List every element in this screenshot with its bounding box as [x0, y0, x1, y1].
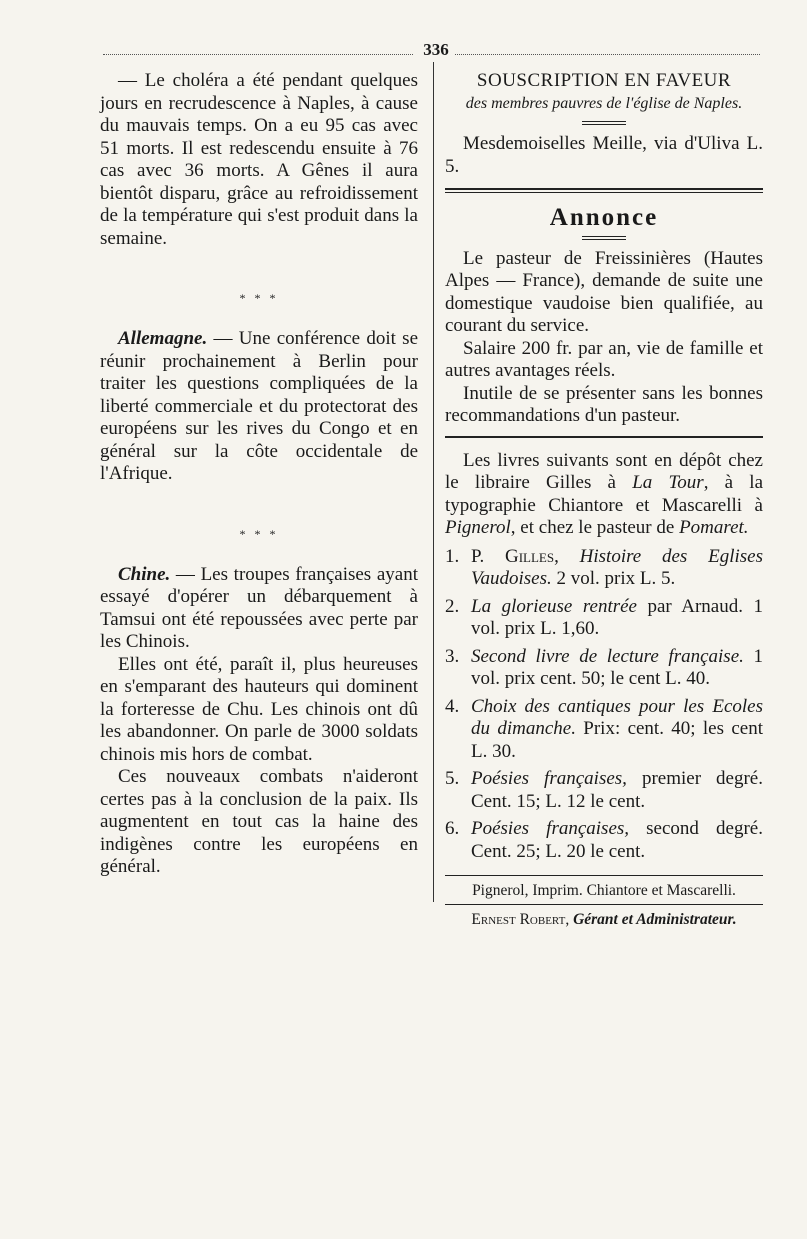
manager-signature — [445, 909, 763, 931]
book-price: premier degré. Cent. 15; L. 12 le cent. — [471, 768, 763, 812]
china-text: — Les troupes françaises ayant essayé d'opérer un débarquement à Tamsui ont été repoussées avec perte par les Chinois. — [100, 563, 418, 652]
china-paragraph — [100, 564, 418, 654]
annonce-paragraph-3: Inutile de se présenter sans les bonnes recommandations d'un pasteur. — [445, 382, 763, 426]
footer-rule — [445, 875, 763, 876]
right-column — [445, 70, 763, 931]
book-number: 6. — [445, 818, 460, 839]
books-intro-text: , à la typographie Chiantore et Mascarelli à — [445, 472, 763, 516]
books-intro-text: Les livres suivants sont en dépôt chez le libraire Gilles à — [445, 449, 763, 493]
germany-text: — Une conférence doit se réunir prochainement à Berlin pour traiter les questions compliquées de la liberté commerciale et du protectorat des européens sur les rives du Congo et en général sur la côte occidentale de l'Afrique. — [100, 328, 418, 484]
book-list-item — [445, 546, 763, 591]
books-intro-pomaret: Pomaret. — [679, 517, 749, 538]
book-number: 5. — [445, 768, 460, 789]
china-paragraph-3: Ces nouveaux combats n'aideront certes pas à la conclusion de la paix. Ils augmentent en tout cas la haine des indigènes contre les européens en général. — [100, 766, 418, 877]
subscription-subtitle: des membres pauvres de l'église de Naples. — [465, 94, 743, 112]
germany-paragraph — [100, 328, 418, 486]
manager-role: Gérant et Administrateur. — [569, 911, 737, 928]
header-rule-right — [455, 54, 760, 55]
china-paragraph-2: Elles ont été, paraît il, plus heureuses en s'emparant des hauteurs qui dominent la forteresse de Chu. Les chinois ont dû les abandonner. On parle de 3000 soldats chinois mis hors de combat. — [100, 653, 418, 765]
book-list-item — [445, 596, 763, 641]
china-heading: Chine. — [118, 563, 171, 585]
book-list — [445, 546, 763, 864]
book-list-item — [445, 768, 763, 813]
subscription-entry: Mesdemoiselles Meille, via d'Uliva L. 5. — [445, 133, 763, 177]
annonce-paragraph-2: Salaire 200 fr. par an, vie de famille et autres avantages réels. — [445, 337, 763, 381]
manager-name: Ernest Robert, — [471, 911, 570, 928]
annonce-paragraph-1: Le pasteur de Freissinières (Hautes Alpes — France), demande de suite une domestique vaudoise bien qualifiée, au courant du service. — [445, 247, 763, 336]
book-number: 1. — [445, 545, 460, 567]
book-price: 1 vol. prix cent. 50; le cent L. 40. — [471, 645, 764, 689]
book-title: Histoire des Eglises Vaudoises. — [471, 545, 763, 589]
section-separator-stars: * * * — [239, 291, 279, 305]
subscription-title: SOUSCRIPTION EN FAVEUR — [476, 70, 732, 91]
book-price: par Arnaud. 1 vol. prix L. 1,60. — [471, 595, 763, 639]
book-number: 2. — [445, 595, 460, 617]
header-rule-left — [103, 54, 413, 55]
printer-imprint: Pignerol, Imprim. Chiantore et Mascarelli. — [472, 882, 736, 899]
short-double-rule — [582, 121, 626, 125]
books-intro — [445, 450, 763, 540]
book-title: La glorieuse rentrée — [471, 595, 637, 617]
naples-cholera-paragraph: — Le choléra a été pendant quelques jours en recrudescence à Naples, à cause du mauvais temps. On a eu 95 cas avec 51 morts. Il est redescendu ensuite à 76 cas avec 36 morts. A Gênes il aura bientôt disparu, grâce au refroidissement de la température qui s'est produit dans la semaine. — [100, 70, 418, 249]
book-number: 4. — [445, 695, 460, 717]
book-list-item — [445, 818, 763, 863]
book-title: Second livre de lecture française. — [471, 645, 744, 667]
book-list-item — [445, 646, 763, 691]
section-rule — [445, 436, 763, 438]
short-double-rule — [582, 236, 626, 240]
books-intro-text: , et chez le pasteur de — [510, 517, 680, 538]
book-title: Choix des cantiques pour les Ecoles du dimanche. — [471, 695, 763, 739]
book-title: Poésies françaises, — [471, 818, 630, 839]
section-double-rule — [445, 188, 763, 193]
column-divider — [433, 62, 434, 902]
book-price: second degré. Cent. 25; L. 20 le cent. — [471, 818, 763, 862]
book-price: Prix: cent. 40; les cent L. 30. — [471, 718, 763, 762]
book-title: Poésies françaises, — [471, 768, 627, 789]
book-price: 2 vol. prix L. 5. — [551, 568, 676, 589]
book-author: P. Gilles, — [471, 545, 559, 567]
annonce-title: Annonce — [549, 204, 659, 231]
footer-rule — [445, 904, 763, 905]
left-column — [100, 70, 418, 879]
section-separator-stars: * * * — [239, 526, 279, 541]
books-intro-la-tour: La Tour — [632, 472, 704, 493]
books-intro-pignerol: Pignerol — [445, 517, 511, 538]
germany-heading: Allemagne. — [118, 328, 208, 349]
book-number: 3. — [445, 645, 460, 667]
page-number: 336 — [423, 40, 449, 59]
book-list-item — [445, 696, 763, 764]
